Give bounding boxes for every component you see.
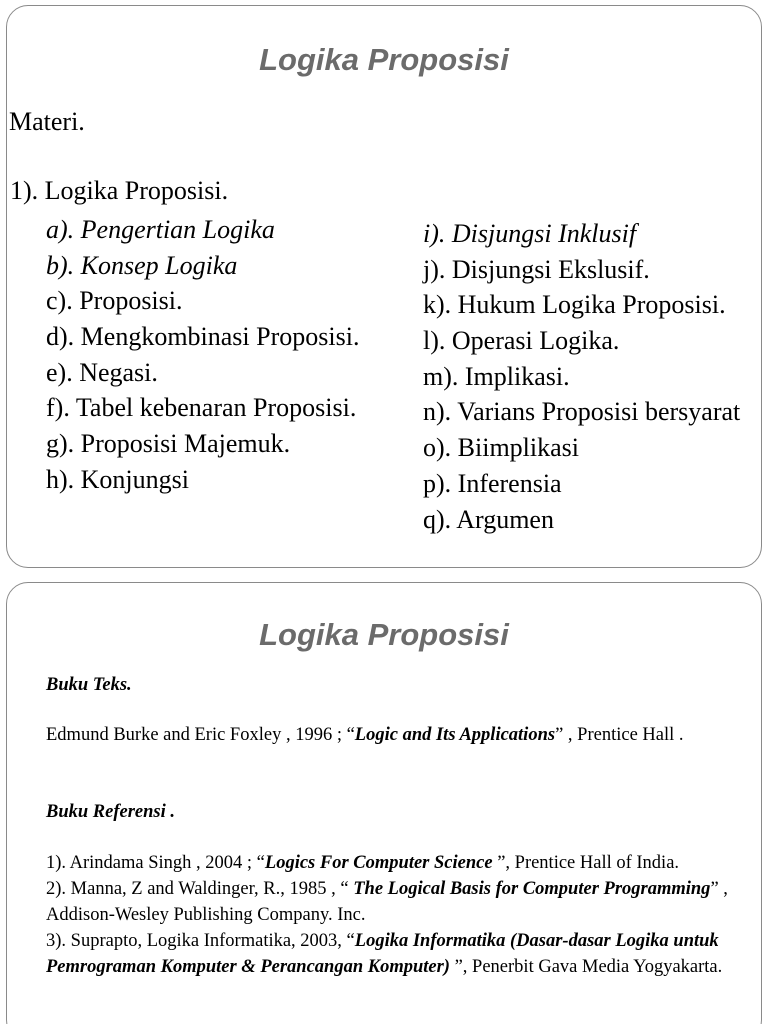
topic-item: j). Disjungsi Ekslusif. [423,254,650,284]
citation-text: ” , Addison-Wesley Publishing Company. Inc. [46,879,728,925]
slide-title: Logika Proposisi [259,42,509,77]
citation-text: Edmund Burke and Eric Foxley , 1996 ; “ [46,725,355,745]
topic-item: f). Tabel kebenaran Proposisi. [46,393,357,423]
citation-text: 1). Arindama Singh , 2004 ; “ [46,853,265,873]
topic-item: p). Inferensia [423,468,562,498]
reference-item [46,928,736,980]
topic-item: o). Biimplikasi [423,433,579,463]
textbook-label: Buku Teks. [46,675,132,695]
citation-text: 3). Suprapto, Logika Informatika, 2003, “ [46,931,355,951]
topic-item: m). Implikasi. [423,361,570,391]
reference-item [46,876,736,928]
topic-item: a). Pengertian Logika [46,215,275,244]
topic-item: k). Hukum Logika Proposisi. [423,290,726,320]
book-title: Logic and Its Applications [354,725,556,745]
slide-title: Logika Proposisi [259,617,509,652]
citation-text: ”, Prentice Hall of India. [497,853,680,873]
book-title: Logika Informatika (Dasar-dasar Logika untuk Pemrograman Komputer & Perancangan Komputer) [46,931,719,977]
materi-label: Materi. [9,107,85,136]
citation-text: ”, Penerbit Gava Media Yogyakarta. [454,957,723,977]
book-title: The Logical Basis for Computer Programming [353,879,711,899]
reference-label: Buku Referensi . [46,802,176,822]
citation-text: 2). Manna, Z and Waldinger, R., 1985 , “ [46,879,354,899]
topic-item: b). Konsep Logika [46,250,238,280]
topic-item: n). Varians Proposisi bersyarat [423,397,741,427]
textbook-citation [46,722,736,748]
topic-item: l). Operasi Logika. [423,326,620,356]
topic-list-left [46,212,359,498]
topic-item: h). Konjungsi [46,464,189,494]
slide-materi [6,5,762,568]
topic-item: q). Argumen [423,504,554,534]
topic-item: i). Disjungsi Inklusif [423,219,637,248]
topic-item: c). Proposisi. [46,286,183,316]
topic-item: e). Negasi. [46,357,158,387]
citation-text: ” , Prentice Hall . [555,725,684,745]
reference-list [46,850,736,980]
slide-references [6,582,762,1024]
topic-heading: 1). Logika Proposisi. [10,176,229,205]
reference-item [46,850,736,876]
topic-list-right [423,216,740,537]
topic-item: d). Mengkombinasi Proposisi. [46,322,360,352]
book-title: Logics For Computer Science [264,853,498,873]
topic-item: g). Proposisi Majemuk. [46,429,291,459]
